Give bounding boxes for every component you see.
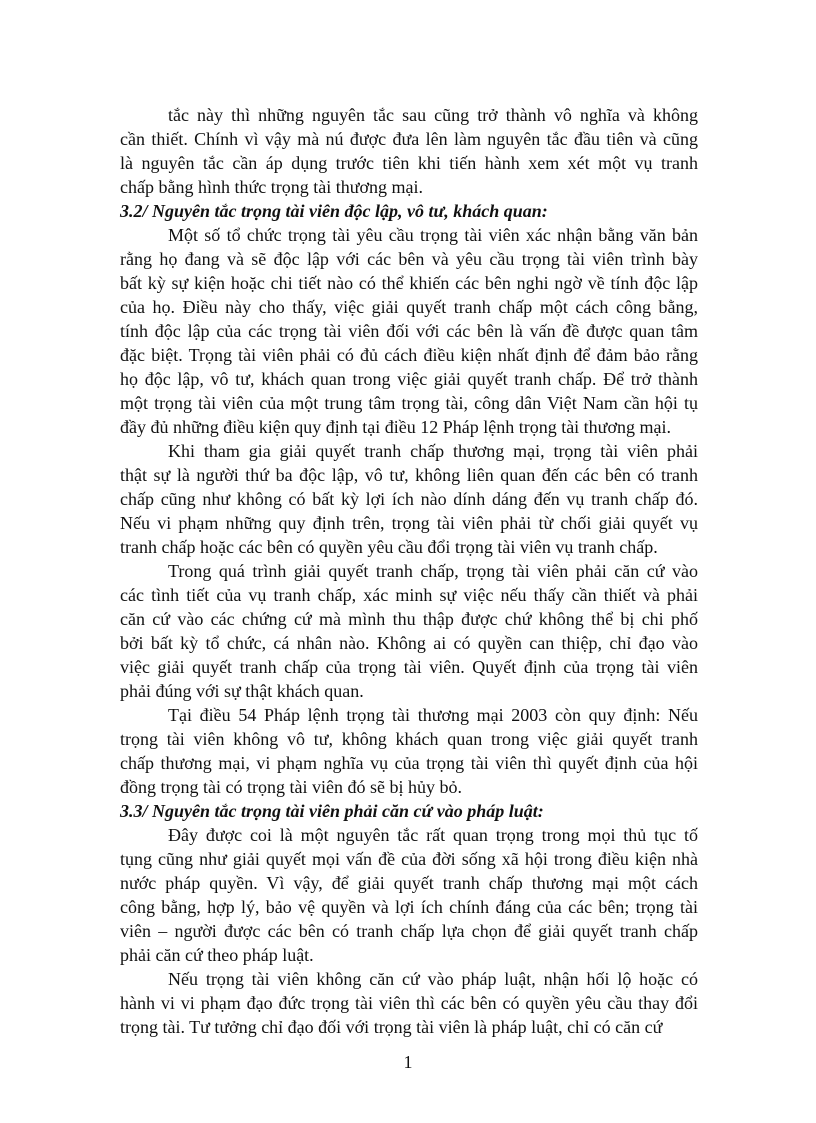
text-line: hành vi vi phạm đạo đức trọng tài viên thì các bên có quyền yêu cầu thay đổi (120, 993, 698, 1013)
text-line: phải đúng với sự thật khách quan. (120, 681, 364, 701)
text-line: Một số tổ chức trọng tài yêu cầu trọng tài viên xác nhận bằng văn bản (168, 225, 698, 245)
text-line: tính độc lập của các trọng tài viên đối với các bên là vấn đề được quan tâm (120, 321, 698, 341)
text-line: đầy đủ những điều kiện quy định tại điều 12 Pháp lệnh trọng tài thương mại. (120, 417, 671, 437)
text-line: chấp cũng như không có bất kỳ lợi ích nào dính dáng đến vụ tranh chấp đó. (120, 489, 698, 509)
text-line: họ độc lập, vô tư, khách quan trong việc giải quyết tranh chấp. Để trở thành (120, 369, 698, 389)
text-line: Nếu trọng tài viên không căn cứ vào pháp luật, nhận hối lộ hoặc có (168, 969, 698, 989)
text-line: Nếu vi phạm những quy định trên, trọng tài viên phải từ chối giải quyết vụ (120, 513, 698, 533)
paragraph (120, 439, 698, 559)
text-line: nước pháp quyền. Vì vậy, để giải quyết tranh chấp thương mại một cách (120, 873, 698, 893)
text-line: chấp bằng hình thức trọng tài thương mại. (120, 177, 423, 197)
paragraph (120, 823, 698, 967)
text-line: tranh chấp hoặc các bên có quyền yêu cầu đổi trọng tài viên vụ tranh chấp. (120, 537, 658, 557)
text-line: công bằng, hợp lý, bảo vệ quyền và lợi ích chính đáng của các bên; trọng tài (120, 897, 698, 917)
text-line: rằng họ đang và sẽ độc lập với các bên và yêu cầu trọng tài viên trình bày (120, 249, 698, 269)
text-line: Đây được coi là một nguyên tắc rất quan trọng trong mọi thủ tục tố (168, 825, 698, 845)
text-line: của họ. Điều này cho thấy, việc giải quyết tranh chấp một cách công bằng, (120, 297, 698, 317)
text-line: chấp thương mại, vi phạm nghĩa vụ của trọng tài viên thì quyết định của hội (120, 753, 698, 773)
text-line: các tình tiết của vụ tranh chấp, xác minh sự việc nếu thấy cần thiết và phải (120, 585, 698, 605)
paragraph (120, 559, 698, 703)
text-line: cần thiết. Chính vì vậy mà nú được đưa lên làm nguyên tắc đầu tiên và cũng (120, 129, 698, 149)
text-line: việc giải quyết tranh chấp của trọng tài viên. Quyết định của trọng tài viên (120, 657, 698, 677)
text-line: Khi tham gia giải quyết tranh chấp thương mại, trọng tài viên phải (168, 441, 698, 461)
text-line: tắc này thì những nguyên tắc sau cũng trở thành vô nghĩa và không (168, 105, 698, 125)
text-line: bởi bất kỳ tổ chức, cá nhân nào. Không ai có quyền can thiệp, chỉ đạo vào (120, 633, 698, 653)
paragraph (120, 103, 698, 199)
paragraph (120, 967, 698, 1039)
text-line: bất kỳ sự kiện hoặc chi tiết nào có thể khiến các bên nghi ngờ về tính độc lập (120, 273, 698, 293)
heading-text: 3.3/ Nguyên tắc trọng tài viên phải căn cứ vào pháp luật: (120, 801, 544, 821)
text-line: là nguyên tắc cần áp dụng trước tiên khi tiến hành xem xét một vụ tranh (120, 153, 698, 173)
section-heading (120, 199, 698, 223)
text-line: Tại điều 54 Pháp lệnh trọng tài thương mại 2003 còn quy định: Nếu (168, 705, 698, 725)
text-line: tụng cũng như giải quyết mọi vấn đề của đời sống xã hội trong điều kiện nhà (120, 849, 698, 869)
text-line: căn cứ vào các chứng cứ mà mình thu thập được chứ không thể bị chi phố (120, 609, 698, 629)
heading-text: 3.2/ Nguyên tắc trọng tài viên độc lập, vô tư, khách quan: (120, 201, 548, 221)
text-line: Trong quá trình giải quyết tranh chấp, trọng tài viên phải căn cứ vào (168, 561, 698, 581)
page-number: 1 (403, 1052, 413, 1072)
document-body (120, 103, 698, 1039)
text-line: phải căn cứ theo pháp luật. (120, 945, 314, 965)
text-line: thật sự là người thứ ba độc lập, vô tư, không liên quan đến các bên có tranh (120, 465, 698, 485)
section-heading (120, 799, 698, 823)
text-line: viên – người được các bên có tranh chấp lựa chọn để giải quyết tranh chấp (120, 921, 698, 941)
text-line: đồng trọng tài có trọng tài viên đó sẽ bị hủy bỏ. (120, 777, 462, 797)
text-line: trọng tài. Tư tưởng chỉ đạo đối với trọng tài viên là pháp luật, chỉ có căn cứ (120, 1017, 663, 1037)
text-line: đặc biệt. Trọng tài viên phải có đủ cách điều kiện nhất định để đảm bảo rằng (120, 345, 698, 365)
paragraph (120, 703, 698, 799)
text-line: trọng tài viên không vô tư, không khách quan trong việc giải quyết tranh (120, 729, 698, 749)
text-line: một trọng tài viên của một trung tâm trọng tài, công dân Việt Nam cần hội tụ (120, 393, 698, 413)
paragraph (120, 223, 698, 439)
